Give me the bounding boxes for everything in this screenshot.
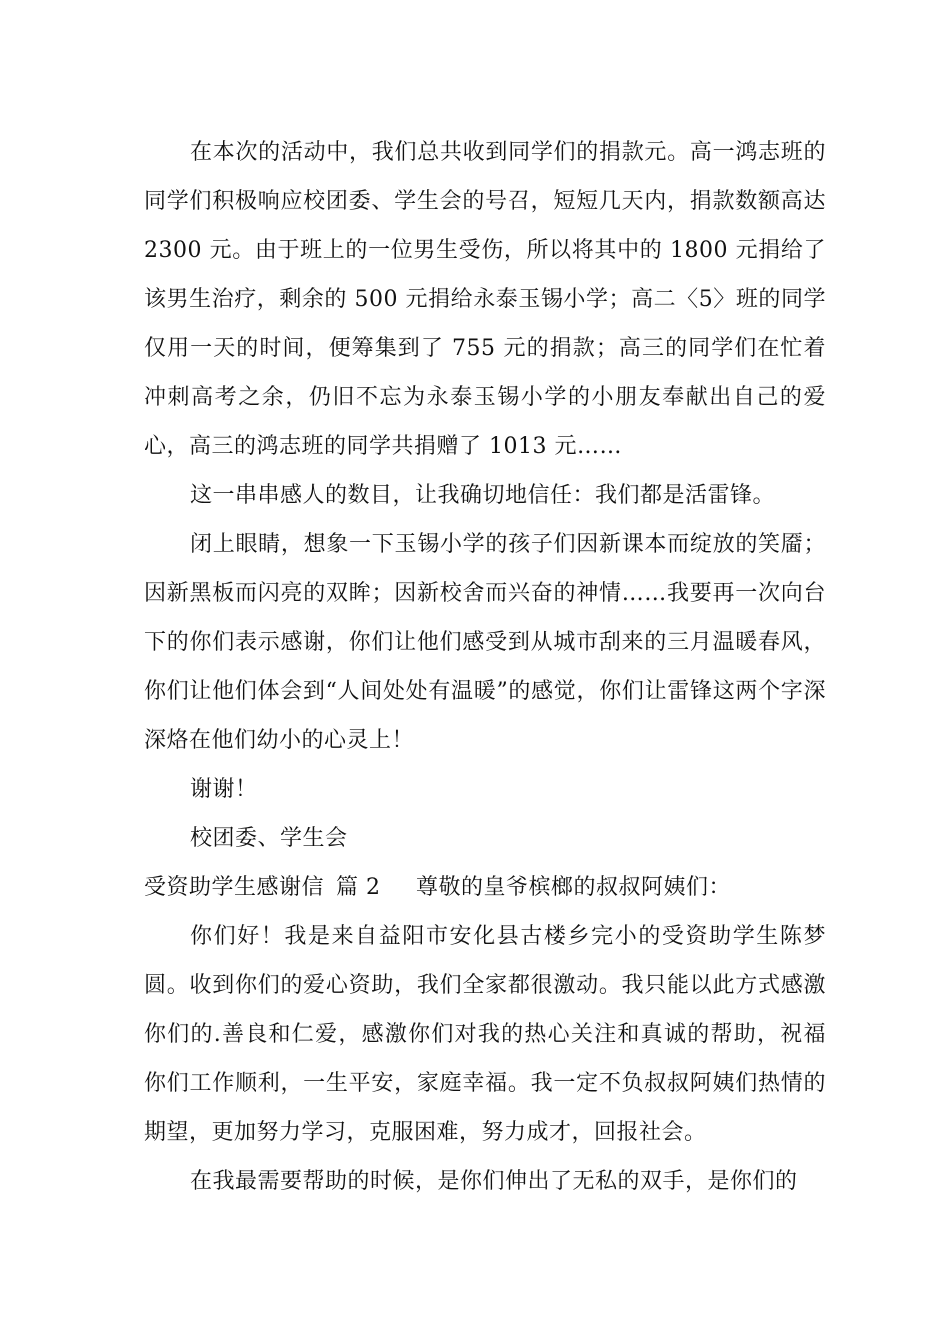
paragraph-living-leifeng: 这一串串感人的数目，让我确切地信任：我们都是活雷锋。 bbox=[190, 483, 776, 508]
section-number: 篇 2 bbox=[336, 875, 381, 900]
paragraph-donation-summary: 在本次的活动中，我们总共收到同学们的捐款元。高一鸿志班的同学们积极响应校团委、学生会的号召，短短几天内，捐款数额高达 2300 元。由于班上的一位男生受伤，所以将其中的 1800 元捐给了该男生治疗，剩余的 500 元捐给永泰玉锡小学；高二〈5〉班的同学仅用一天的时间，便筹集到了 755 元的捐款；高三的同学们在忙着冲刺高考之余，仍旧不忘为永泰玉锡小学的小朋友奉献出自己的爱心，高三的鸿志班的同学共捐赠了 1013 元…… bbox=[144, 140, 834, 459]
paragraph-signature: 校团委、学生会 bbox=[190, 826, 348, 851]
section-heading bbox=[144, 863, 826, 912]
section-salutation: 尊敬的皇爷槟榔的叔叔阿姨们： bbox=[416, 875, 732, 900]
section-title: 受资助学生感谢信 篇 2 bbox=[144, 875, 381, 900]
document-body bbox=[144, 128, 834, 1206]
paragraph-imagine: 闭上眼睛，想象一下玉锡小学的孩子们因新课本而绽放的笑靥；因新黑板而闪亮的双眸；因新校舍而兴奋的神情……我要再一次向台下的你们表示感谢，你们让他们感受到从城市刮来的三月温暖春风，你们让他们体会到“人间处处有温暖”的感觉，你们让雷锋这两个字深深烙在他们幼小的心灵上！ bbox=[144, 532, 826, 753]
paragraph-greeting: 你们好！我是来自益阳市安化县古楼乡完小的受资助学生陈梦圆。收到你们的爱心资助，我们全家都很激动。我只能以此方式感激你们的.善良和仁爱，感激你们对我的热心关注和真诚的帮助，祝福你们工作顺利，一生平安，家庭幸福。我一定不负叔叔阿姨们热情的期望，更加努力学习，克服困难，努力成才，回报社会。 bbox=[144, 924, 826, 1145]
paragraph-thanks: 谢谢！ bbox=[190, 777, 258, 802]
paragraph-continuation: 在我最需要帮助的时候，是你们伸出了无私的双手，是你们的 bbox=[190, 1169, 798, 1194]
